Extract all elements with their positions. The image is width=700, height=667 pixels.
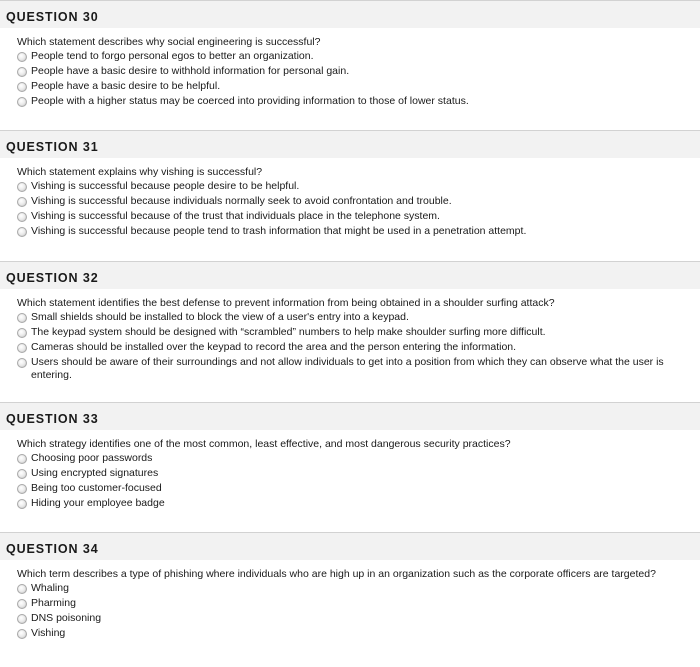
- radio-button[interactable]: [17, 469, 27, 479]
- radio-button[interactable]: [17, 52, 27, 62]
- radio-button[interactable]: [17, 629, 27, 639]
- radio-button[interactable]: [17, 614, 27, 624]
- radio-button[interactable]: [17, 212, 27, 222]
- question-text: Which statement explains why vishing is successful?: [17, 166, 263, 178]
- question-33: [0, 402, 700, 512]
- answer-label: Small shields should be installed to block the view of a user's entry into a keypad.: [31, 311, 409, 323]
- answer-option[interactable]: [17, 597, 700, 610]
- answer-label: Users should be aware of their surroundings and not allow individuals to get into a position from which they can observe what the user is entering.: [31, 356, 664, 381]
- question-31: [0, 130, 700, 240]
- answer-option[interactable]: [17, 612, 700, 625]
- answer-label: Vishing: [31, 627, 66, 639]
- question-title: QUESTION 32: [0, 261, 700, 289]
- radio-button[interactable]: [17, 313, 27, 323]
- answer-label: Using encrypted signatures: [31, 467, 159, 479]
- answer-option[interactable]: [17, 210, 700, 223]
- answer-option[interactable]: [17, 497, 700, 510]
- answer-option[interactable]: [17, 65, 700, 78]
- question-text: Which term describes a type of phishing where individuals who are high up in an organization such as the corporate officers are targeted?: [17, 568, 656, 580]
- answer-option[interactable]: [17, 180, 700, 193]
- answer-options: [17, 452, 700, 510]
- answer-option[interactable]: [17, 341, 700, 354]
- answer-label: Choosing poor passwords: [31, 452, 153, 464]
- answer-label: Vishing is successful because individuals normally seek to avoid confrontation and trouble.: [31, 195, 452, 207]
- answer-option[interactable]: [17, 582, 700, 595]
- answer-option[interactable]: [17, 80, 700, 93]
- answer-options: [17, 50, 700, 108]
- question-body: [0, 158, 700, 238]
- answer-option[interactable]: [17, 627, 700, 640]
- question-text: Which statement describes why social engineering is successful?: [17, 36, 321, 48]
- question-32: [0, 261, 700, 384]
- answer-option[interactable]: [17, 452, 700, 465]
- radio-button[interactable]: [17, 82, 27, 92]
- answer-options: [17, 180, 700, 238]
- question-34: [0, 532, 700, 642]
- answer-option[interactable]: [17, 225, 700, 238]
- question-body: [0, 430, 700, 510]
- question-title: QUESTION 31: [0, 130, 700, 158]
- question-title: QUESTION 33: [0, 402, 700, 430]
- answer-label: Vishing is successful because of the trust that individuals place in the telephone system.: [31, 210, 440, 222]
- answer-label: Being too customer-focused: [31, 482, 162, 494]
- question-text: Which strategy identifies one of the most common, least effective, and most dangerous security practices?: [17, 438, 511, 450]
- answer-label: Vishing is successful because people tend to trash information that might be used in a penetration attempt.: [31, 225, 527, 237]
- question-30: [0, 0, 700, 110]
- radio-button[interactable]: [17, 328, 27, 338]
- answer-option[interactable]: [17, 311, 700, 324]
- radio-button[interactable]: [17, 584, 27, 594]
- answer-option[interactable]: [17, 467, 700, 480]
- question-body: [0, 28, 700, 108]
- answer-label: Whaling: [31, 582, 69, 594]
- radio-button[interactable]: [17, 97, 27, 107]
- radio-button[interactable]: [17, 358, 27, 368]
- answer-option[interactable]: [17, 195, 700, 208]
- answer-option[interactable]: [17, 482, 700, 495]
- answer-label: People with a higher status may be coerced into providing information to those of lower status.: [31, 95, 469, 107]
- answer-label: DNS poisoning: [31, 612, 102, 624]
- answer-options: [17, 311, 700, 382]
- answer-label: People tend to forgo personal egos to better an organization.: [31, 50, 314, 62]
- question-text: Which statement identifies the best defense to prevent information from being obtained in a shoulder surfing attack?: [17, 297, 555, 309]
- radio-button[interactable]: [17, 227, 27, 237]
- question-body: [0, 289, 700, 382]
- answer-option[interactable]: [17, 50, 700, 63]
- radio-button[interactable]: [17, 182, 27, 192]
- answer-label: Vishing is successful because people desire to be helpful.: [31, 180, 300, 192]
- answer-option[interactable]: [17, 326, 700, 339]
- radio-button[interactable]: [17, 454, 27, 464]
- answer-option[interactable]: [17, 356, 700, 382]
- question-body: [0, 560, 700, 640]
- answer-option[interactable]: [17, 95, 700, 108]
- radio-button[interactable]: [17, 484, 27, 494]
- answer-label: People have a basic desire to be helpful.: [31, 80, 221, 92]
- radio-button[interactable]: [17, 499, 27, 509]
- answer-label: Pharming: [31, 597, 76, 609]
- answer-label: The keypad system should be designed with “scrambled” numbers to help make shoulder surfing more difficult.: [31, 326, 546, 338]
- answer-label: Cameras should be installed over the keypad to record the area and the person entering the information.: [31, 341, 517, 353]
- answer-label: Hiding your employee badge: [31, 497, 165, 509]
- radio-button[interactable]: [17, 67, 27, 77]
- radio-button[interactable]: [17, 343, 27, 353]
- answer-options: [17, 582, 700, 640]
- radio-button[interactable]: [17, 197, 27, 207]
- question-title: QUESTION 34: [0, 532, 700, 560]
- question-title: QUESTION 30: [0, 0, 700, 28]
- answer-label: People have a basic desire to withhold information for personal gain.: [31, 65, 350, 77]
- radio-button[interactable]: [17, 599, 27, 609]
